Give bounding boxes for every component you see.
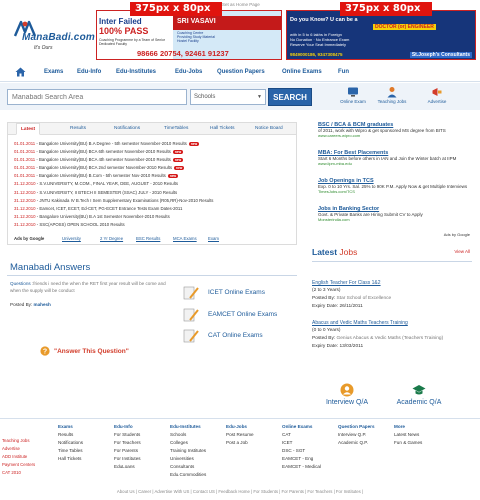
question-body: :friends i need the when the RET first year result will be come and when the supply will be conduct	[10, 281, 166, 293]
sponsored-ad-desc: Start 6 Months before others in IAN and Join the Winter batch at IIPM	[318, 156, 457, 161]
footer-column-exams	[58, 423, 114, 463]
tab-latest[interactable]: Latest	[16, 123, 40, 135]
footer-column-head[interactable]: Question Papers	[338, 424, 375, 429]
online-exam-label: CAT Online Exams	[208, 332, 263, 339]
tab-timetables[interactable]: TimeTables	[164, 126, 189, 131]
ad-left-phone: 98666 20754, 92461 91237	[137, 49, 229, 58]
nav-question-papers[interactable]: Question Papers	[217, 69, 265, 75]
ad-right-brand: St.Joseph's Consultants	[411, 52, 470, 58]
footer	[0, 418, 480, 500]
new-badge: new	[190, 141, 198, 146]
ad-left-desc: Coaching Programme by a Team of Senior Dedicated Faculty	[99, 38, 166, 46]
tab-results[interactable]: Results	[70, 126, 86, 131]
job-posted-by	[312, 295, 472, 303]
question-text[interactable]	[10, 280, 170, 294]
footer-column-online-exams	[282, 423, 338, 471]
footer-link[interactable]: Schools	[170, 432, 187, 437]
nav-edu-info[interactable]: Edu-Info	[77, 69, 102, 75]
ad-left-lines	[177, 31, 215, 43]
footer-column-edu-jobs	[226, 423, 282, 447]
ad-left-title: Inter Failed	[99, 17, 142, 26]
footer-link[interactable]: DSC - SGT	[282, 448, 306, 453]
footer-link[interactable]: For Parents	[114, 448, 138, 453]
result-text: - Eamcet, ICET, ECET, Ed-CET, PG-ECET Entrance Tests Exam Dates-2011	[35, 205, 183, 211]
job-expiry	[312, 303, 472, 311]
footer-column-edu-info	[114, 423, 170, 471]
footer-link[interactable]: For Students	[114, 432, 141, 437]
ad-left-pass: 100% PASS	[99, 26, 149, 36]
posted-user[interactable]: mahesh	[33, 302, 51, 307]
ad-left-band-text: SRI VASAVI	[177, 18, 216, 25]
answers-section	[7, 258, 297, 370]
footer-link[interactable]: Colleges	[170, 440, 188, 445]
footer-link[interactable]: EAMCET - Medical	[282, 464, 321, 469]
result-item[interactable]	[14, 205, 294, 213]
footer-column-question-papers	[338, 423, 394, 447]
job-expiry-date: 13/03/2011	[339, 344, 364, 349]
footer-link[interactable]: Universities	[170, 456, 194, 461]
footer-link[interactable]: Time Tables	[58, 448, 83, 453]
ad-size-label-right: 375px x 80px	[340, 2, 432, 16]
result-date: 01.01.2011	[14, 141, 36, 146]
sponsored-ad-title: Job Openings in TCS	[318, 178, 374, 184]
answers-title: Manabadi Answers	[10, 262, 91, 273]
result-date: 01.01.2011	[14, 157, 36, 163]
latest-updates-panel	[7, 122, 297, 245]
quick-link-label: Online Exam	[340, 99, 366, 104]
job-posted-label: Posted By:	[312, 296, 337, 301]
ads-by-google-label	[14, 236, 44, 241]
new-badge: new	[174, 149, 182, 154]
footer-link[interactable]: Consultants	[170, 464, 195, 469]
ad-size-label-left: 375px x 80px	[130, 2, 222, 16]
tab-strip	[8, 123, 296, 135]
result-text: - Bangalore University(BU) B.Com - 5th semester Nov-2010 Results	[35, 173, 166, 179]
footer-link[interactable]: Academic Q.P.	[338, 440, 369, 445]
job-experience: (2 to 3 Years)	[312, 288, 341, 293]
posted-label: Posted By:	[10, 302, 34, 307]
nav-fun[interactable]: Fun	[338, 69, 349, 75]
new-badge: new	[169, 174, 177, 179]
footer-link[interactable]: Notifications	[58, 440, 84, 445]
footer-link[interactable]: Hall Tickets	[58, 456, 82, 461]
ad-left-line: Coaching Centre	[177, 31, 204, 35]
footer-link[interactable]: Training Institutes	[170, 448, 207, 453]
result-date: 31.12.2010	[14, 181, 36, 187]
result-date: 31.12.2010	[14, 213, 36, 219]
sponsored-ad-desc: of 2011, work with Wipro & get sponsored MS degree from BITS	[318, 128, 446, 133]
result-item[interactable]	[14, 164, 294, 172]
job-poster[interactable]: Genius Abacus & Vedic Maths (Teachers Training)	[336, 336, 444, 341]
footer-column-more	[394, 423, 450, 447]
footer-link[interactable]: For Institutes	[114, 456, 141, 461]
ad-link[interactable]: BSC Results	[136, 236, 161, 241]
question-posted-by	[10, 302, 51, 307]
megaphone-icon	[431, 86, 443, 98]
job-listing	[312, 319, 472, 351]
banner-ad-left[interactable]	[96, 10, 282, 60]
ad-right-line: No Donation · No Entrance Exam	[290, 37, 350, 42]
main-nav	[0, 64, 480, 82]
result-date: 31.12.2010	[14, 197, 36, 203]
sponsored-ad-title: BSC / BCA & BCM graduates	[318, 122, 394, 128]
ad-left-band	[173, 16, 282, 30]
divider	[7, 275, 297, 276]
academic-qa-link[interactable]	[384, 383, 454, 409]
sponsored-ad-url: TimesJobs.com/TCS	[318, 189, 355, 194]
ads-by-google-text: Ads by Google	[14, 236, 45, 241]
interview-qa-label: Interview Q/A	[325, 399, 368, 406]
search-bar	[0, 83, 480, 110]
sponsored-ad-title: Jobs in Banking Sector	[318, 206, 380, 212]
result-text: - Bangalore University(BU) BCA 4th semester November-2010 Results	[35, 157, 171, 163]
divider	[312, 261, 472, 262]
academic-qa-label: Academic Q/A	[396, 399, 442, 406]
quick-link-label: Advertise	[427, 99, 447, 104]
footer-column-head[interactable]: Exams	[58, 424, 73, 429]
quick-link-label: Teaching Jobs	[377, 99, 407, 104]
nav-edu-institutes[interactable]: Edu-Institutes	[116, 69, 156, 75]
interview-icon	[340, 383, 354, 397]
result-date: 31.12.2010	[14, 205, 36, 211]
new-badge: new	[176, 166, 183, 171]
monitor-icon	[347, 86, 359, 98]
result-text: - Bangalore University(BU) BCA 2nd semester November-2010 Results	[35, 165, 173, 171]
tab-notice-board[interactable]: Notice Board	[255, 126, 283, 131]
footer-column-head[interactable]: Edu-Jobs	[226, 424, 247, 429]
job-experience: (0 to 0 Years)	[312, 328, 341, 333]
banner-ad-right[interactable]	[286, 10, 476, 60]
result-text: - JNTU Kakinada IV B.Tech I Sem Supplementary Examinations (R05,RR)-Nov-2010 Results	[35, 197, 214, 203]
footer-link[interactable]: Interview Q.P.	[338, 432, 367, 437]
job-expiry-label: Expiry Date:	[312, 344, 340, 349]
footer-link[interactable]: Edu.Commodities	[170, 472, 207, 477]
result-date: 01.01.2011	[14, 149, 36, 155]
online-exam-label: ICET Online Exams	[208, 289, 265, 296]
ad-right-line: with in 5 to 6 lakhs in Foreign	[290, 32, 342, 37]
sponsored-ad[interactable]	[318, 178, 472, 194]
latest-jobs-title-prefix: Latest	[312, 247, 340, 257]
footer-column-edu-institutes	[170, 423, 226, 479]
new-badge: new	[174, 158, 182, 163]
sponsored-ad-title: MBA: For Best Placements	[318, 150, 389, 156]
question-icon	[40, 346, 50, 356]
quick-link-online-exam[interactable]	[336, 86, 370, 110]
result-item[interactable]	[14, 180, 294, 188]
ad-link[interactable]: MCA Exams	[173, 236, 197, 241]
footer-link[interactable]: Fun & Games	[394, 440, 423, 445]
chevron-down-icon: ▼	[257, 94, 262, 100]
sponsored-ad-desc: Govt. & Private Banks are Hiring Submit CV to Apply	[318, 212, 423, 217]
footer-link[interactable]: Post Resume	[226, 432, 254, 437]
sponsored-ad-url: Monsterindia.com	[318, 217, 350, 222]
result-item[interactable]	[14, 189, 294, 197]
svg-text:?: ?	[42, 348, 48, 356]
result-text: - Bangalore University(BU) B.A 1st Semester November-2010 Results	[35, 213, 170, 219]
header	[0, 0, 480, 62]
ad-right-phone: 9849000186, 9347308475	[290, 52, 343, 57]
result-date: 01.01.2011	[14, 173, 36, 179]
ad-right-question: Do you Know? U can be a	[290, 17, 358, 23]
sponsored-ad-desc: Exp. 0 to 10 Yrs. Sal. 25% to 90K P.M. Apply Now & get Multiple Interviews	[318, 184, 468, 189]
job-title[interactable]: English Teacher For Class 1&2	[312, 280, 381, 286]
result-text: - Bangalore University(BU) BCA 6th semester November-2010 Results	[35, 149, 171, 155]
logo-tagline: It's Ours	[34, 45, 53, 51]
ad-link[interactable]: 2 Yr Degree	[100, 236, 124, 241]
exam-icon	[182, 307, 200, 323]
result-date: 31.12.2010	[14, 221, 36, 227]
footer-column-head[interactable]: More	[394, 424, 405, 429]
result-date: 31.12.2010	[14, 189, 36, 195]
nav-exams[interactable]: Exams	[44, 69, 64, 75]
answer-question-label: "Answer This Question"	[54, 348, 129, 355]
result-item[interactable]	[14, 172, 294, 180]
ad-left-line: Providing Study Material	[177, 35, 215, 39]
online-exam-label: EAMCET Online Exams	[208, 311, 278, 318]
footer-link[interactable]: CAT 2010	[2, 470, 21, 475]
sponsored-ad[interactable]	[318, 206, 472, 222]
footer-column-head[interactable]: Edu-Info	[114, 424, 133, 429]
footer-link[interactable]: ICET	[282, 440, 293, 445]
latest-jobs-title	[312, 247, 357, 257]
footer-column-head[interactable]: Online Exams	[282, 424, 313, 429]
logo-text: ManaBadi.com	[22, 32, 95, 43]
search-input[interactable]	[7, 89, 187, 105]
footer-quick-links	[2, 437, 52, 477]
footer-link[interactable]: CAT	[282, 432, 291, 437]
site-logo[interactable]	[4, 18, 95, 58]
job-listing	[312, 279, 472, 311]
result-text: - SSC(APOSS) OPEN SCHOOL 2010 Results	[35, 221, 125, 227]
nav-online-exams[interactable]: Online Exams	[282, 69, 322, 75]
result-text: - Bangalore University(BU) B.A Degree - 5th semester November-2010 Results	[35, 141, 187, 146]
job-poster[interactable]: Star School of Excellence	[336, 296, 392, 301]
home-icon[interactable]	[15, 67, 26, 77]
result-date: 01.01.2011	[14, 165, 36, 171]
result-item[interactable]	[14, 221, 294, 229]
graduation-cap-icon	[412, 383, 426, 397]
exam-icon	[182, 285, 200, 301]
footer-link[interactable]: Teaching Jobs	[2, 438, 30, 443]
job-posted-by	[312, 335, 472, 343]
question-label: Questions	[10, 281, 31, 286]
sponsored-ad[interactable]	[318, 150, 472, 166]
footer-link[interactable]: Advertise	[2, 446, 20, 451]
ad-left-line: Hostel Facility	[177, 39, 199, 43]
ad-link[interactable]: University	[62, 236, 81, 241]
footer-link[interactable]: Latest News	[394, 432, 420, 437]
job-title[interactable]: Abacus and Vedic Maths Teachers Training	[312, 320, 408, 326]
nav-edu-jobs[interactable]: Edu-Jobs	[175, 69, 203, 75]
job-expiry-date: 26/11/2011	[339, 304, 363, 309]
tab-notifications[interactable]: Notifications	[114, 126, 141, 131]
result-text: - S.V.UNIVERSITY, M.COM., FINAL YEAR, DEE, AUGUST - 2010 Results	[35, 181, 178, 187]
footer-column-head[interactable]: Edu-Institutes	[170, 424, 201, 429]
latest-jobs-title-highlight: Jobs	[339, 247, 358, 257]
footer-link[interactable]: EduLoans	[114, 464, 135, 469]
search-category-value: Schools	[194, 94, 216, 100]
result-item[interactable]	[14, 140, 294, 148]
view-all-jobs-link[interactable]: View All	[454, 249, 470, 254]
job-expiry-label: Expiry Date:	[312, 304, 340, 309]
ad-right-highlight: DOCTOR (or) ENGINEER	[375, 24, 434, 30]
ad-link[interactable]: Exam	[208, 236, 219, 241]
footer-link[interactable]: EAMCET - Eng	[282, 456, 314, 461]
sponsored-ad-url: www.careers.wipro.com	[318, 133, 361, 138]
search-button[interactable]: SEARCH	[268, 88, 312, 106]
result-item[interactable]	[14, 197, 294, 205]
interview-qa-link[interactable]	[318, 383, 376, 409]
quick-link-advertise[interactable]	[420, 86, 454, 110]
ads-by-google-right[interactable]: Ads by Google	[443, 232, 470, 237]
exam-icon	[182, 328, 200, 344]
footer-link[interactable]: ADD Institute	[2, 454, 28, 459]
teacher-icon	[386, 86, 398, 98]
ad-right-line: Reserve Your Seat Immediately	[290, 42, 347, 47]
ad-right-body	[290, 32, 349, 47]
set-home-link[interactable]: Set as Home Page	[222, 2, 260, 7]
search-category-select[interactable]	[190, 89, 266, 105]
job-posted-label: Posted By:	[312, 336, 337, 341]
result-item[interactable]	[14, 148, 294, 156]
result-text: - S.V.UNIVERSITY, II BTECH II SEMESTER (SSAC) JULY - 2010 Results	[35, 189, 178, 195]
footer-link[interactable]: Post a Job	[226, 440, 248, 445]
results-list	[14, 140, 294, 229]
quick-link-teaching-jobs[interactable]	[375, 86, 409, 110]
result-item[interactable]	[14, 156, 294, 164]
result-item[interactable]	[14, 213, 294, 221]
job-expiry	[312, 343, 472, 351]
sponsored-ad[interactable]	[318, 122, 472, 138]
footer-link[interactable]: Results	[58, 432, 74, 437]
tab-hall-tickets[interactable]: Hall Tickets	[210, 126, 235, 131]
footer-link[interactable]: For Teachers	[114, 440, 141, 445]
footer-link[interactable]: Payment Centers	[2, 462, 36, 467]
footer-bottom-links[interactable]: About Us | Career | Advertise With US | Contact US | Feedback Home | For Students | For Parents | For Teachers | For Institutes |	[116, 489, 364, 494]
sponsored-links	[312, 122, 474, 244]
sponsored-ad-url: www.iipm-mba.edu	[318, 161, 352, 166]
